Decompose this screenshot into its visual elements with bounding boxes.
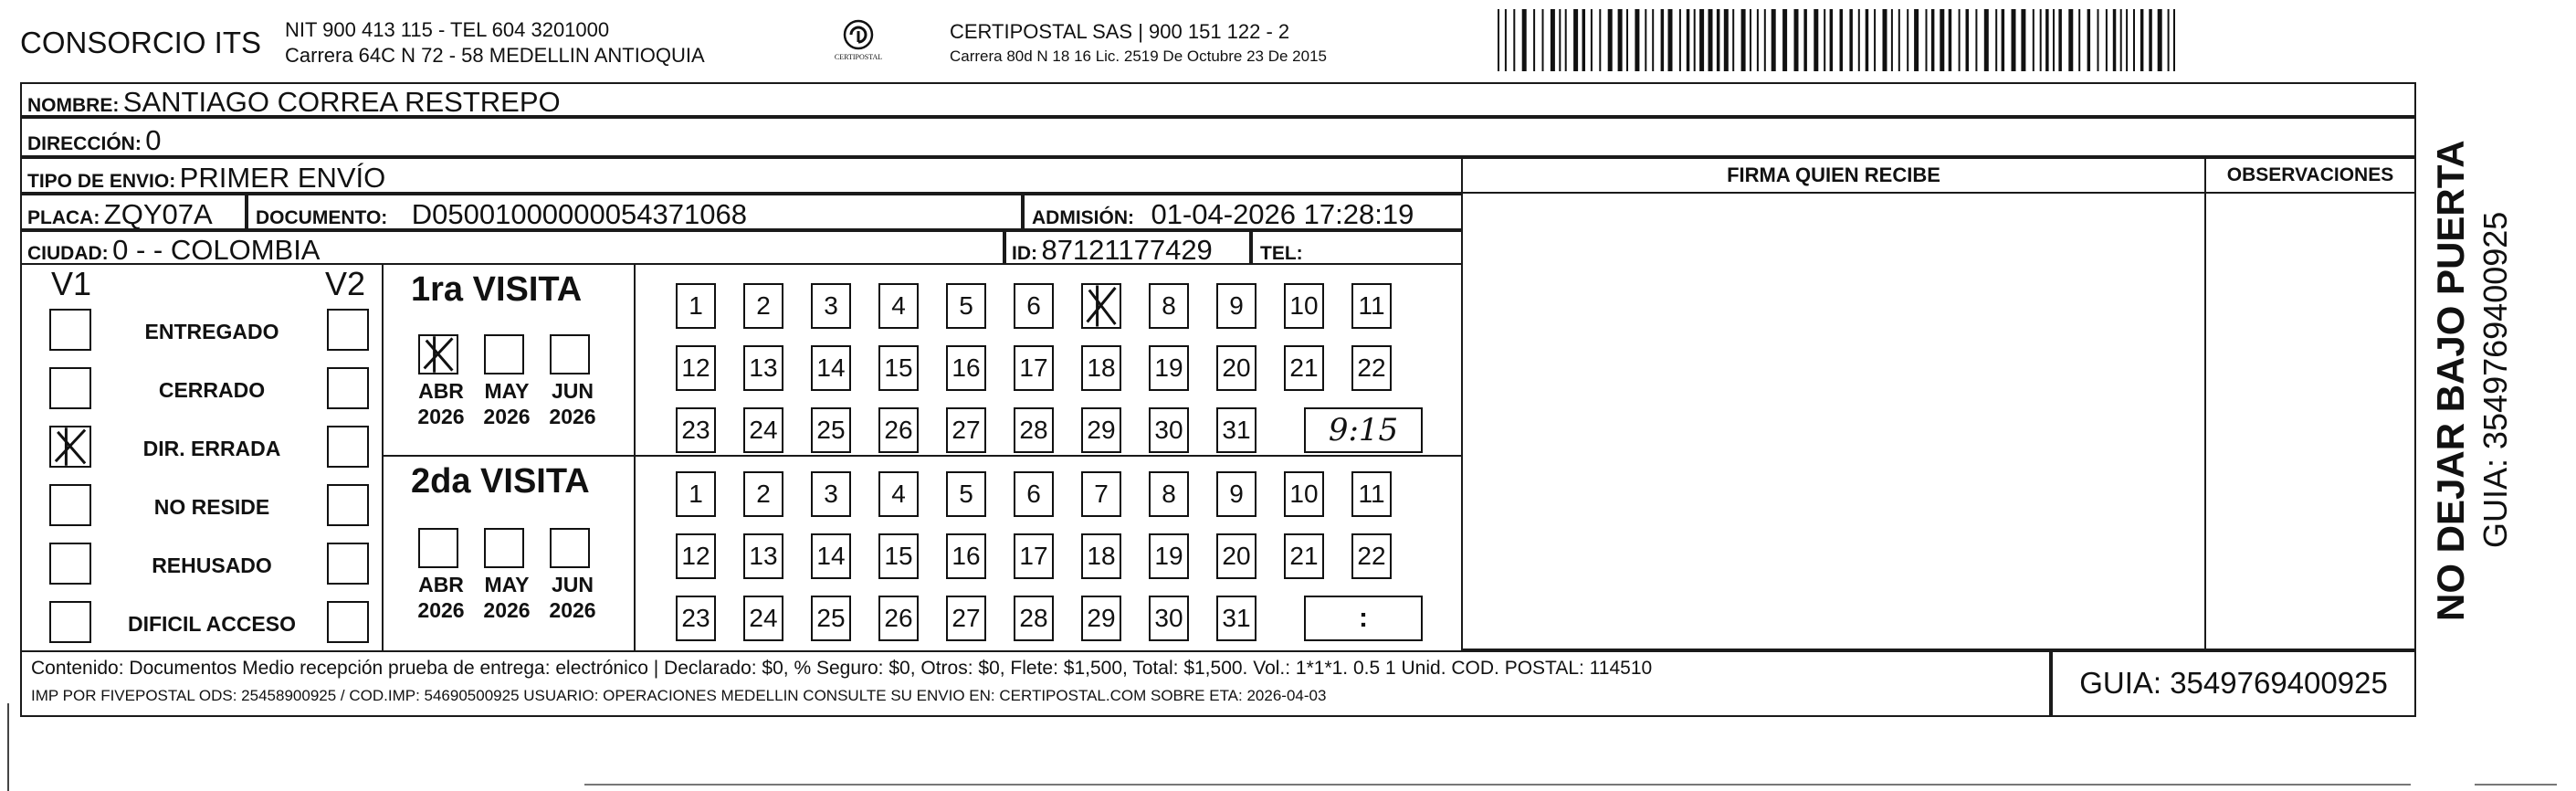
direccion-row <box>20 117 2416 157</box>
day-box[interactable] <box>676 407 716 453</box>
visits-area <box>20 265 1463 650</box>
day-box[interactable] <box>676 596 716 641</box>
barcode <box>1498 9 2181 71</box>
day-number: 3 <box>824 291 838 320</box>
id-cell <box>1004 230 1251 265</box>
direccion-value: 0 <box>145 124 162 156</box>
day-box[interactable] <box>676 283 716 329</box>
footer-guia: GUIA: 3549769400925 <box>2079 666 2388 700</box>
id-label: ID: <box>1012 243 1037 264</box>
day-number: 19 <box>1154 542 1183 570</box>
day-number: 6 <box>1026 480 1041 508</box>
day-box[interactable] <box>1081 533 1121 579</box>
day-box[interactable] <box>811 283 851 329</box>
month-label: ABR <box>418 573 464 596</box>
day-number: 18 <box>1087 542 1116 570</box>
v2-checkbox[interactable] <box>327 309 369 351</box>
day-box[interactable] <box>946 407 986 453</box>
day-number: 30 <box>1154 604 1183 632</box>
footer-imp: IMP POR FIVEPOSTAL ODS: 25458900925 / COD.IMP: 54690500925 USUARIO: OPERACIONES MEDELLIN CONSULTE SU ENVIO EN: CERTIPOSTAL.COM SOBRE ETA: 2026-04-03 <box>31 687 1327 704</box>
day-box[interactable] <box>1149 533 1189 579</box>
day-box[interactable] <box>1216 345 1256 391</box>
day-box[interactable] <box>1014 283 1054 329</box>
placa-value: ZQY07A <box>103 198 213 230</box>
year-label: 2026 <box>417 598 465 622</box>
tel-cell <box>1251 230 1463 265</box>
day-box[interactable] <box>1149 471 1189 517</box>
first-visit-title: 1ra VISITA <box>411 270 583 309</box>
year-label: 2026 <box>549 598 596 622</box>
day-box[interactable] <box>946 533 986 579</box>
reason-label: DIFICIL ACCESO <box>127 612 296 636</box>
tel-label: TEL: <box>1260 243 1303 264</box>
v2-checkbox[interactable] <box>327 601 369 643</box>
day-box[interactable] <box>743 407 783 453</box>
second-visit-time-value: : <box>1359 603 1368 633</box>
day-box[interactable] <box>1081 283 1121 329</box>
day-number: 1 <box>689 291 703 320</box>
day-number: 23 <box>681 604 710 632</box>
day-number: 8 <box>1162 291 1176 320</box>
v1-checkbox[interactable] <box>49 601 91 643</box>
day-box[interactable] <box>946 345 986 391</box>
observaciones-header <box>2204 157 2416 194</box>
day-box[interactable] <box>1014 533 1054 579</box>
year-label: 2026 <box>417 405 465 428</box>
v1-label: V1 <box>51 265 92 302</box>
day-box[interactable] <box>743 533 783 579</box>
scan-edge-line <box>7 703 9 791</box>
reason-label: CERRADO <box>158 378 266 402</box>
v1-checkbox[interactable] <box>49 426 91 468</box>
day-box[interactable] <box>1351 345 1392 391</box>
day-box[interactable] <box>743 596 783 641</box>
day-number: 19 <box>1154 353 1183 382</box>
day-number: 10 <box>1289 291 1319 320</box>
day-number: 1 <box>689 480 703 508</box>
v1-checkbox[interactable] <box>49 543 91 585</box>
admision-value: 01-04-2026 17:28:19 <box>1151 198 1414 230</box>
day-number: 17 <box>1019 542 1048 570</box>
month-checkbox[interactable] <box>550 334 590 374</box>
day-box[interactable] <box>878 283 919 329</box>
month-checkbox[interactable] <box>484 334 524 374</box>
day-box[interactable] <box>1081 345 1121 391</box>
month-checkbox[interactable] <box>418 334 458 374</box>
day-number: 9 <box>1229 480 1244 508</box>
day-box[interactable] <box>1149 596 1189 641</box>
nombre-value: SANTIAGO CORREA RESTREPO <box>122 86 561 117</box>
first-visit-time[interactable] <box>1304 407 1423 453</box>
certipostal-logo <box>826 18 890 66</box>
day-box[interactable] <box>1216 407 1256 453</box>
firma-label: FIRMA QUIEN RECIBE <box>1727 163 1940 186</box>
day-box[interactable] <box>811 345 851 391</box>
documento-cell <box>247 194 1023 230</box>
day-box[interactable] <box>811 471 851 517</box>
day-number: 17 <box>1019 353 1048 382</box>
ciudad-label: CIUDAD: <box>27 243 109 264</box>
day-box[interactable] <box>946 283 986 329</box>
carrier-name: CERTIPOSTAL SAS | 900 151 122 - 2 <box>950 20 1290 43</box>
day-number: 5 <box>959 480 973 508</box>
day-number: 9 <box>1229 291 1244 320</box>
day-number: 24 <box>749 604 778 632</box>
day-number: 16 <box>952 353 981 382</box>
day-box[interactable] <box>743 283 783 329</box>
day-number: 27 <box>952 416 981 444</box>
day-box[interactable] <box>878 407 919 453</box>
day-number: 28 <box>1019 604 1048 632</box>
day-box[interactable] <box>1216 471 1256 517</box>
day-box[interactable] <box>1081 407 1121 453</box>
nombre-label: NOMBRE: <box>27 95 120 116</box>
day-box[interactable] <box>676 345 716 391</box>
day-box[interactable] <box>1351 533 1392 579</box>
hand-check-mark <box>418 334 458 374</box>
day-box[interactable] <box>878 471 919 517</box>
second-visit-time[interactable] <box>1304 596 1423 641</box>
day-number: 10 <box>1289 480 1319 508</box>
day-number: 13 <box>749 542 778 570</box>
day-box[interactable] <box>1149 345 1189 391</box>
day-number: 26 <box>884 604 913 632</box>
ciudad-cell <box>20 230 1004 265</box>
day-number: 11 <box>1358 291 1385 320</box>
day-box[interactable] <box>811 407 851 453</box>
firma-column <box>1461 157 2206 650</box>
day-number: 3 <box>824 480 838 508</box>
day-box[interactable] <box>1284 471 1324 517</box>
day-box[interactable] <box>878 345 919 391</box>
day-box[interactable] <box>1216 283 1256 329</box>
day-number: 2 <box>756 291 771 320</box>
day-number: 6 <box>1026 291 1041 320</box>
logo-text: CERTIPOSTAL <box>834 53 883 61</box>
tipo-envio-row <box>20 157 1463 194</box>
v1-checkbox[interactable] <box>49 484 91 526</box>
documento-label: DOCUMENTO: <box>256 207 388 228</box>
day-box[interactable] <box>1014 407 1054 453</box>
year-label: 2026 <box>483 598 531 622</box>
day-number: 23 <box>681 416 710 444</box>
day-number: 20 <box>1222 353 1251 382</box>
month-label: JUN <box>551 379 594 403</box>
day-number: 22 <box>1357 542 1386 570</box>
scan-bottom-line <box>584 784 2411 786</box>
tipo-envio-value: PRIMER ENVÍO <box>179 162 386 194</box>
v2-checkbox[interactable] <box>327 367 369 409</box>
day-box[interactable] <box>1284 345 1324 391</box>
month-checkbox[interactable] <box>550 528 590 568</box>
observaciones-label: OBSERVACIONES <box>2226 164 2394 185</box>
first-visit-time-value: 9:15 <box>1328 412 1399 448</box>
day-number: 25 <box>816 416 846 444</box>
month-label: JUN <box>551 573 594 596</box>
day-box[interactable] <box>1014 345 1054 391</box>
reason-label: NO RESIDE <box>153 495 270 519</box>
day-number: 12 <box>681 542 710 570</box>
day-box[interactable] <box>878 596 919 641</box>
tipo-envio-label: TIPO DE ENVIO: <box>27 171 176 192</box>
day-number: 29 <box>1087 604 1116 632</box>
firma-header <box>1461 157 2206 194</box>
reason-label: ENTREGADO <box>144 320 279 343</box>
placa-cell <box>20 194 247 230</box>
day-number: 7 <box>1094 480 1109 508</box>
day-number: 20 <box>1222 542 1251 570</box>
day-number: 31 <box>1222 416 1251 444</box>
day-box[interactable] <box>1149 407 1189 453</box>
no-dejar-bajo-puerta: NO DEJAR BAJO PUERTA <box>2429 140 2472 621</box>
company-name: CONSORCIO ITS <box>20 26 262 59</box>
month-checkbox[interactable] <box>484 528 524 568</box>
day-number: 18 <box>1087 353 1116 382</box>
day-number: 11 <box>1358 480 1385 508</box>
v2-label: V2 <box>325 265 366 302</box>
id-value: 87121177429 <box>1041 234 1213 265</box>
documento-value: D05001000000054371068 <box>411 198 747 230</box>
day-box[interactable] <box>743 471 783 517</box>
placa-label: PLACA: <box>27 207 100 228</box>
day-number: 4 <box>891 480 906 508</box>
day-box[interactable] <box>1081 596 1121 641</box>
v2-checkbox[interactable] <box>327 484 369 526</box>
day-number: 12 <box>681 353 710 382</box>
day-number: 15 <box>884 542 913 570</box>
day-box[interactable] <box>946 471 986 517</box>
day-number: 25 <box>816 604 846 632</box>
day-number: 24 <box>749 416 778 444</box>
company-nit: NIT 900 413 115 - TEL 604 3201000 <box>285 18 610 41</box>
day-number: 28 <box>1019 416 1048 444</box>
hand-check-mark <box>49 426 91 468</box>
hand-check-mark <box>1081 283 1121 329</box>
day-box[interactable] <box>878 533 919 579</box>
nombre-row <box>20 82 2416 117</box>
scan-bottom-dash <box>2475 784 2557 786</box>
day-number: 2 <box>756 480 771 508</box>
day-box[interactable] <box>743 345 783 391</box>
day-number: 8 <box>1162 480 1176 508</box>
month-label: MAY <box>484 379 530 403</box>
day-number: 13 <box>749 353 778 382</box>
day-box[interactable] <box>1014 596 1054 641</box>
day-number: 29 <box>1087 416 1116 444</box>
reason-label: REHUSADO <box>152 554 272 577</box>
carrier-address: Carrera 80d N 18 16 Lic. 2519 De Octubre 23 De 2015 <box>950 47 1327 65</box>
day-box[interactable] <box>1284 283 1324 329</box>
day-box[interactable] <box>811 533 851 579</box>
day-number: 16 <box>952 542 981 570</box>
year-label: 2026 <box>483 405 531 428</box>
admision-cell <box>1023 194 1463 230</box>
observaciones-column <box>2204 157 2416 650</box>
day-number: 14 <box>816 353 846 382</box>
v1-checkbox[interactable] <box>49 309 91 351</box>
day-box[interactable] <box>811 596 851 641</box>
day-number: 15 <box>884 353 913 382</box>
v2-checkbox[interactable] <box>327 426 369 468</box>
company-address: Carrera 64C N 72 - 58 MEDELLIN ANTIOQUIA <box>285 44 705 67</box>
reason-label: DIR. ERRADA <box>142 437 281 460</box>
day-box[interactable] <box>1216 596 1256 641</box>
year-label: 2026 <box>549 405 596 428</box>
day-box[interactable] <box>676 471 716 517</box>
day-number: 21 <box>1289 353 1319 382</box>
day-box[interactable] <box>1351 283 1392 329</box>
day-box[interactable] <box>1149 283 1189 329</box>
footer-contenido: Contenido: Documentos Medio recepción prueba de entrega: electrónico | Declarado: $0, % Seguro: $0, Otros: $0, Flete: $1,500, Total: $1,500. Vol.: 1*1*1. 0.5 1 Unid. COD. POSTAL: 114510 <box>31 658 1653 679</box>
second-visit-title: 2da VISITA <box>411 462 590 501</box>
day-box[interactable] <box>1216 533 1256 579</box>
day-box[interactable] <box>946 596 986 641</box>
day-box[interactable] <box>676 533 716 579</box>
day-number: 5 <box>959 291 973 320</box>
day-number: 21 <box>1289 542 1319 570</box>
day-box[interactable] <box>1081 471 1121 517</box>
footer-info <box>20 650 2051 717</box>
ciudad-value: 0 - - COLOMBIA <box>112 234 321 265</box>
day-number: 26 <box>884 416 913 444</box>
day-number: 27 <box>952 604 981 632</box>
day-box[interactable] <box>1284 533 1324 579</box>
direccion-label: DIRECCIÓN: <box>27 133 142 154</box>
month-label: ABR <box>418 379 464 403</box>
day-box[interactable] <box>1351 471 1392 517</box>
day-number: 22 <box>1357 353 1386 382</box>
admision-label: ADMISIÓN: <box>1032 207 1134 228</box>
day-number: 30 <box>1154 416 1183 444</box>
day-number: 4 <box>891 291 906 320</box>
v2-checkbox[interactable] <box>327 543 369 585</box>
month-checkbox[interactable] <box>418 528 458 568</box>
side-guia: GUIA: 3549769400925 <box>2476 211 2514 548</box>
day-number: 14 <box>816 542 846 570</box>
day-number: 31 <box>1222 604 1251 632</box>
month-label: MAY <box>484 573 530 596</box>
footer-guia-cell <box>2051 650 2416 717</box>
day-box[interactable] <box>1014 471 1054 517</box>
v1-checkbox[interactable] <box>49 367 91 409</box>
